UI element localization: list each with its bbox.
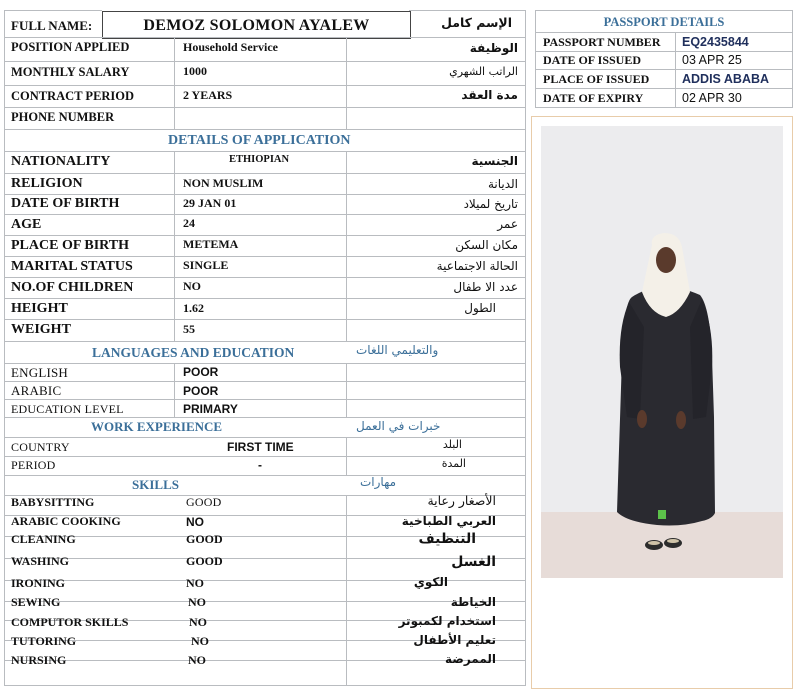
work-title-ar: خبرات في العمل <box>356 419 441 433</box>
washing-label: WASHING <box>11 554 70 568</box>
weight-value: 55 <box>183 322 195 336</box>
nationality-value: ETHIOPIAN <box>229 154 290 165</box>
washing-value: GOOD <box>186 554 223 568</box>
computer-skills-value: NO <box>189 615 207 629</box>
arabic-cooking-ar: العربي الطباخية <box>401 514 496 528</box>
passport-title: PASSPORT DETAILS <box>603 15 725 29</box>
period-value: - <box>258 458 262 472</box>
place-of-birth-value: METEMA <box>183 237 239 251</box>
photo-frame <box>531 116 793 689</box>
skills-title: SKILLS <box>132 477 179 492</box>
children-label: NO.OF CHILDREN <box>11 280 134 295</box>
tutoring-ar: تعليم الأطفال <box>413 633 496 647</box>
children-ar: عدد الا طفال <box>453 280 518 294</box>
languages-title-ar: والتعليمي اللغات <box>356 343 439 357</box>
dob-ar: تاريخ لميلاد <box>463 197 518 211</box>
place-of-birth-label: PLACE OF BIRTH <box>11 238 130 253</box>
full-name-value: DEMOZ SOLOMON AYALEW <box>143 17 370 34</box>
full-name-ar: الإسم كامل <box>441 15 512 30</box>
position-value: Household Service <box>183 40 278 54</box>
height-label: HEIGHT <box>11 301 68 316</box>
arabic-cooking-label: ARABIC COOKING <box>11 514 121 528</box>
height-value: 1.62 <box>183 301 204 315</box>
computer-skills-label: COMPUTOR SKILLS <box>11 615 129 629</box>
children-value: NO <box>183 279 201 293</box>
babysitting-value: GOOD <box>186 495 222 509</box>
full-name-label: FULL NAME: <box>11 18 93 33</box>
english-label: ENGLISH <box>11 365 69 380</box>
application-form <box>4 10 526 690</box>
nationality-ar: الجنسية <box>471 154 518 168</box>
place-of-birth-ar: مكان السكن <box>455 238 518 252</box>
marital-status-ar: الحالة الاجتماعية <box>436 259 518 273</box>
position-label: POSITION APPLIED <box>11 40 130 54</box>
ironing-ar: الكوي <box>413 575 448 589</box>
cleaning-label: CLEANING <box>11 532 76 546</box>
age-label: AGE <box>11 217 42 232</box>
ironing-label: IRONING <box>11 576 66 590</box>
tutoring-value: NO <box>191 634 209 648</box>
english-value: POOR <box>183 365 219 379</box>
cleaning-ar: التنظيف <box>418 531 476 547</box>
dob-label: DATE OF BIRTH <box>11 196 120 211</box>
arabic-value: POOR <box>183 384 219 398</box>
age-value: 24 <box>183 216 195 230</box>
nationality-label: NATIONALITY <box>11 154 111 169</box>
arabic-cooking-value: NO <box>186 515 204 529</box>
salary-value: 1000 <box>183 64 207 78</box>
contract-label: CONTRACT PERIOD <box>11 89 135 103</box>
salary-label: MONTHLY SALARY <box>11 65 130 79</box>
date-expiry-value: 02 APR 30 <box>682 91 742 105</box>
cleaning-value: GOOD <box>186 532 223 546</box>
babysitting-label: BABYSITTING <box>11 495 95 509</box>
country-label: COUNTRY <box>11 440 70 454</box>
religion-label: RELIGION <box>11 176 83 191</box>
phone-label: PHONE NUMBER <box>11 110 115 124</box>
sewing-label: SEWING <box>11 595 61 609</box>
education-value: PRIMARY <box>183 402 238 416</box>
nursing-value: NO <box>188 653 206 667</box>
religion-value: NON MUSLIM <box>183 176 264 190</box>
dob-value: 29 JAN 01 <box>183 196 237 210</box>
passport-details-table <box>535 10 793 108</box>
contract-value: 2 YEARS <box>183 88 233 102</box>
marital-status-value: SINGLE <box>183 258 229 272</box>
weight-label: WEIGHT <box>11 322 71 337</box>
date-expiry-label: DATE OF EXPIRY <box>543 91 644 105</box>
sewing-ar: الخياطة <box>450 595 496 609</box>
details-title: DETAILS OF APPLICATION <box>168 133 351 148</box>
religion-ar: الديانة <box>487 177 518 191</box>
arabic-label: ARABIC <box>11 383 62 398</box>
babysitting-ar: الأصغار رعاية <box>427 493 496 508</box>
salary-ar: الراتب الشهري <box>449 65 518 78</box>
position-ar: الوظيفة <box>469 41 518 55</box>
date-issued-label: DATE OF ISSUED <box>543 53 642 67</box>
nursing-label: NURSING <box>11 653 67 667</box>
passport-number-label: PASSPORT NUMBER <box>543 35 661 49</box>
place-issued-label: PLACE OF ISSUED <box>543 72 650 86</box>
work-title: WORK EXPERIENCE <box>91 419 223 434</box>
ironing-value: NO <box>186 576 204 590</box>
contract-ar: مدة العقد <box>461 88 518 102</box>
skills-title-ar: مهارات <box>360 475 397 489</box>
passport-number-value: EQ2435844 <box>682 35 749 49</box>
sewing-value: NO <box>188 595 206 609</box>
applicant-photo <box>532 117 792 688</box>
date-issued-value: 03 APR 25 <box>682 53 742 67</box>
height-ar: الطول <box>464 301 496 315</box>
age-ar: عمر <box>497 217 518 231</box>
nursing-ar: الممرضة <box>444 652 496 666</box>
languages-title: LANGUAGES AND EDUCATION <box>92 345 295 360</box>
washing-ar: الغسل <box>451 554 496 570</box>
country-value: FIRST TIME <box>227 440 294 454</box>
period-ar: المدة <box>441 457 466 470</box>
period-label: PERIOD <box>11 458 56 472</box>
tutoring-label: TUTORING <box>11 634 77 648</box>
place-issued-value: ADDIS ABABA <box>682 72 770 86</box>
education-label: EDUCATION LEVEL <box>11 402 124 416</box>
marital-status-label: MARITAL STATUS <box>11 259 133 274</box>
computer-skills-ar: استخدام لكمبوتر <box>398 614 496 628</box>
country-ar: البلد <box>442 438 462 451</box>
